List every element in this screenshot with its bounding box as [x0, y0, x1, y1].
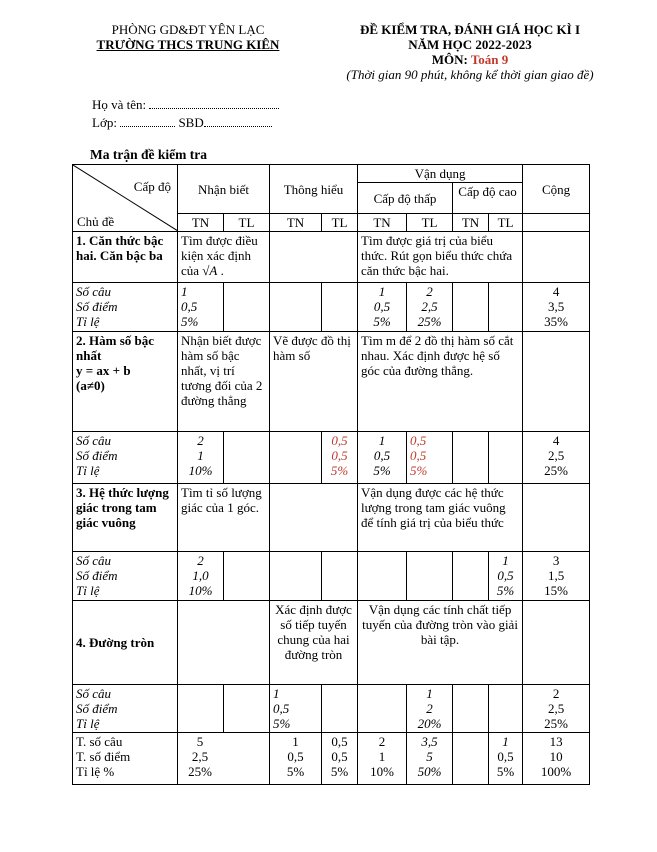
subject-name: Toán 9 — [470, 52, 509, 67]
exam-duration: (Thời gian 90 phút, không kể thời gian giao đề) — [346, 67, 594, 82]
topic-desc-apply: Tìm m để 2 đồ thị hàm số cắt nhau. Xác định được hệ số góc của đường thẳng. — [358, 332, 523, 432]
student-name-line — [92, 97, 279, 113]
name-blank — [149, 97, 279, 109]
cell-low-tl: 1 2 20% — [407, 685, 453, 733]
cell-rec-tn: 2 1,0 10% — [178, 552, 224, 601]
exam-title: ĐỀ KIỂM TRA, ĐÁNH GIÁ HỌC KÌ I — [359, 22, 581, 37]
grand-total: 13 10 100% — [523, 733, 590, 785]
topic-desc-recognize: Tìm tỉ số lượng giác của 1 góc. — [178, 484, 270, 552]
apply-high-header: Cấp độ cao — [453, 183, 523, 214]
row-labels: Số câu Số điểm Tỉ lệ — [73, 283, 178, 332]
cell-und-tl: 0,5 0,5 5% — [322, 432, 358, 484]
school-name: TRƯỜNG THCS TRUNG KIÊN — [96, 37, 280, 52]
student-class-line — [92, 115, 272, 131]
apply-header: Vận dụng — [358, 165, 523, 183]
header-diagonal-cell — [73, 165, 178, 232]
class-blank — [120, 115, 175, 127]
total-und-tn: 1 0,5 5% — [270, 733, 322, 785]
tl-header: TL — [489, 214, 523, 232]
cell-rec-tn: 2 1 10% — [178, 432, 224, 484]
dept-name: PHÒNG GD&ĐT YÊN LẠC — [111, 22, 265, 37]
topic-header: Chủ đề — [77, 214, 115, 229]
cell-low-tl: 0,5 0,5 5% — [407, 432, 453, 484]
matrix-title: Ma trận đề kiểm tra — [90, 147, 207, 162]
class-label: Lớp: — [92, 115, 117, 130]
topic-desc-apply: Tìm được giá trị của biểu thức. Rút gọn biểu thức chứa căn thức bậc hai. — [358, 232, 523, 283]
recognize-header: Nhận biết — [178, 165, 270, 214]
total-low-tn: 2 1 10% — [358, 733, 407, 785]
cell-und-tn: 1 0,5 5% — [270, 685, 322, 733]
topic-desc-apply: Vận dụng các tính chất tiếp tuyến của đường tròn vào giải bài tập. — [358, 601, 523, 685]
cell-total: 4 2,5 25% — [523, 432, 590, 484]
total-low-tl: 3,5 5 50% — [407, 733, 453, 785]
apply-low-header: Cấp độ thấp — [358, 183, 453, 214]
tn-header: TN — [453, 214, 489, 232]
header-left — [68, 22, 308, 52]
exam-matrix-table — [72, 164, 590, 785]
topic-desc-apply: Vận dụng được các hệ thức lượng trong tam giác vuông để tính giá trị của biểu thức — [358, 484, 523, 552]
total-high-tl: 1 0,5 5% — [489, 733, 523, 785]
cell-low-tn: 1 0,5 5% — [358, 283, 407, 332]
tl-header: TL — [407, 214, 453, 232]
totals-labels: T. số câu T. số điểm Tỉ lệ % — [73, 733, 178, 785]
tl-header: TL — [322, 214, 358, 232]
topic-desc-understand: Vẽ được đồ thị hàm số — [270, 332, 358, 432]
total-header: Cộng — [523, 165, 590, 214]
level-header: Cấp độ — [133, 179, 171, 194]
row-labels: Số câu Số điểm Tỉ lệ — [73, 552, 178, 601]
cell-low-tl: 2 2,5 25% — [407, 283, 453, 332]
cell-rec-tn: 1 0,5 5% — [178, 283, 224, 332]
cell-total: 2 2,5 25% — [523, 685, 590, 733]
header-right — [298, 22, 642, 82]
cell-high-tl: 1 0,5 5% — [489, 552, 523, 601]
cell-low-tn: 1 0,5 5% — [358, 432, 407, 484]
tn-header: TN — [270, 214, 322, 232]
cell-total: 3 1,5 15% — [523, 552, 590, 601]
name-label: Họ và tên: — [92, 97, 147, 112]
topic-name: 4. Đường tròn — [73, 601, 178, 685]
total-rec: 5 2,5 25% — [178, 733, 270, 785]
tn-header: TN — [178, 214, 224, 232]
topic-name: 3. Hệ thức lượng giác trong tam giác vuông — [73, 484, 178, 552]
tn-header: TN — [358, 214, 407, 232]
topic-desc-understand: Xác định được số tiếp tuyến chung của hai đường tròn — [270, 601, 358, 685]
subject-label: MÔN: — [431, 52, 468, 67]
total-und-tl: 0,5 0,5 5% — [322, 733, 358, 785]
cell-total: 4 3,5 35% — [523, 283, 590, 332]
row-labels: Số câu Số điểm Tỉ lệ — [73, 685, 178, 733]
subject-line — [298, 52, 642, 67]
row-labels: Số câu Số điểm Tỉ lệ — [73, 432, 178, 484]
sbd-blank — [204, 115, 272, 127]
topic-name: 2. Hàm số bậc nhất y = ax + b (a≠0) — [73, 332, 178, 432]
school-year: NĂM HỌC 2022-2023 — [408, 37, 532, 52]
sbd-label: SBD — [178, 115, 204, 130]
topic-desc-recognize: Tìm được điều kiện xác định của √A . — [178, 232, 270, 283]
tl-header: TL — [224, 214, 270, 232]
topic-desc-recognize: Nhận biết được hàm số bậc nhất, vị trí tương đối của 2 đường thẳng — [178, 332, 270, 432]
topic-name: 1. Căn thức bậc hai. Căn bậc ba — [73, 232, 178, 283]
understand-header: Thông hiểu — [270, 165, 358, 214]
